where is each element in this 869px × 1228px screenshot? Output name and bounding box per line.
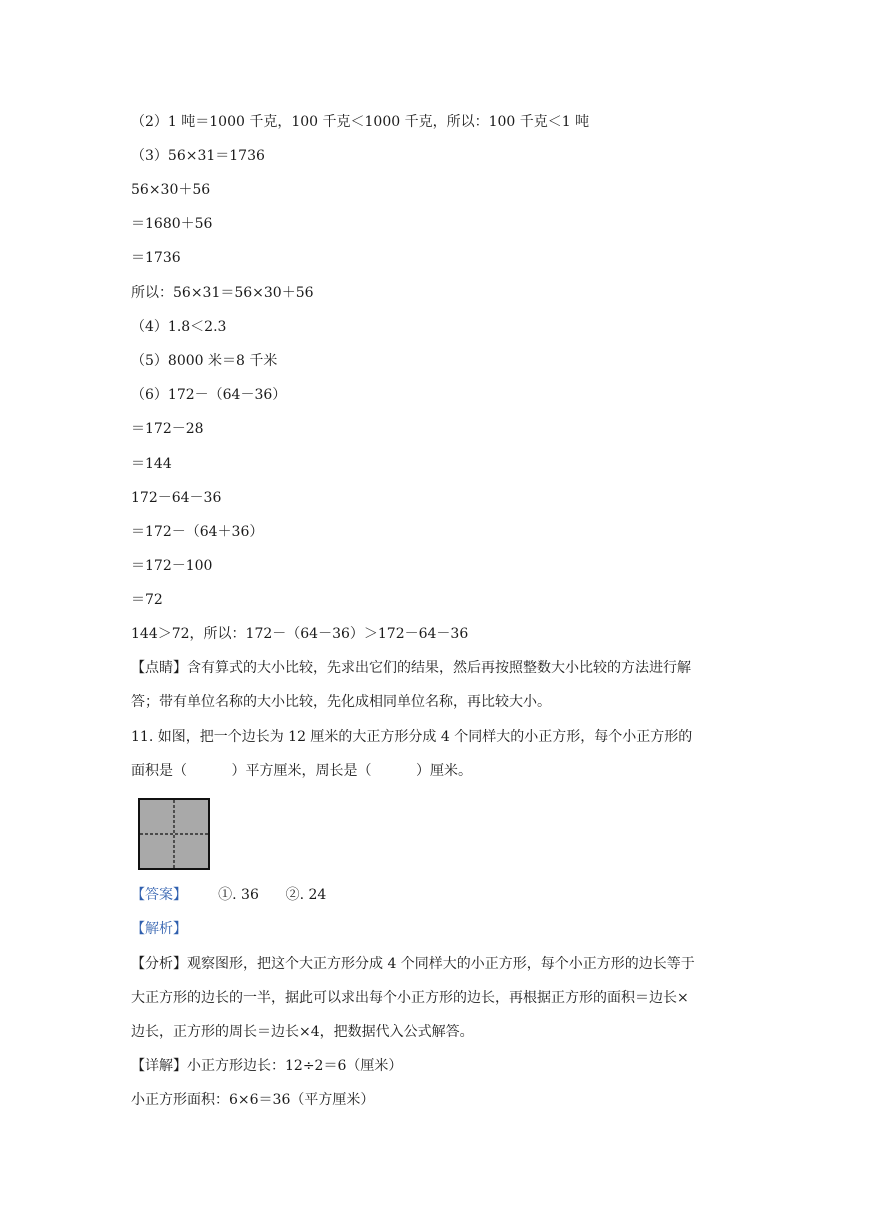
fenxi-tag: 【分析】 [131, 956, 187, 972]
solution-line: ＝172－（64＋36） [131, 524, 264, 540]
jiexi-tag: 【解析】 [131, 921, 187, 937]
solution-line: （3）56×31＝1736 [131, 148, 265, 164]
fenxi-text-cont: 大正方形的边长的一半，据此可以求出每个小正方形的边长，再根据正方形的面积＝边长× [131, 990, 689, 1006]
dianjing-text: 含有算式的大小比较，先求出它们的结果，然后再按照整数大小比较的方法进行解 [187, 660, 691, 676]
dianjing-tag: 【点睛】 [131, 660, 187, 676]
fenxi-text: 观察图形，把这个大正方形分成 4 个同样大的小正方形，每个小正方形的边长等于 [187, 956, 695, 972]
solution-line: ＝72 [131, 592, 163, 608]
fenxi-text-cont: 边长，正方形的周长＝边长×4，把数据代入公式解答。 [131, 1024, 474, 1040]
xiangjie-tag: 【详解】 [131, 1058, 187, 1074]
solution-line: 172－64－36 [131, 490, 222, 506]
solution-line: （2）1 吨＝1000 千克，100 千克＜1000 千克，所以：100 千克＜1 吨 [131, 114, 590, 130]
solution-line: （4）1.8＜2.3 [131, 319, 227, 335]
solution-line: ＝1680＋56 [131, 216, 213, 232]
question-text-cont: 面积是（ ）平方厘米，周长是（ ）厘米。 [131, 763, 473, 779]
solution-line: ＝172－100 [131, 558, 213, 574]
fenxi-paragraph [131, 954, 695, 974]
dianjing-text-cont: 答；带有单位名称的大小比较，先化成相同单位名称，再比较大小。 [131, 694, 551, 710]
xiangjie-text: 小正方形边长：12÷2＝6（厘米） [187, 1058, 403, 1074]
xiangjie-text-cont: 小正方形面积：6×6＝36（平方厘米） [131, 1092, 375, 1108]
question-text: 11. 如图，把一个边长为 12 厘米的大正方形分成 4 个同样大的小正方形，每个小正方形的 [131, 729, 693, 745]
solution-line: 56×30＋56 [131, 182, 211, 198]
answer-tag: 【答案】 [131, 887, 187, 903]
solution-line: ＝1736 [131, 250, 181, 266]
square-figure [138, 798, 210, 870]
solution-line: 所以：56×31＝56×30＋56 [131, 285, 314, 301]
solution-line: （6）172－（64－36） [131, 387, 287, 403]
dianjing-paragraph [131, 658, 691, 678]
solution-line: ＝144 [131, 456, 172, 472]
solution-line: （5）8000 米＝8 千米 [131, 353, 278, 369]
solution-line: ＝172－28 [131, 421, 204, 437]
answer-values: ①. 36 ②. 24 [218, 887, 327, 903]
dashed-divider-lines [140, 800, 208, 868]
xiangjie-paragraph [131, 1056, 402, 1076]
solution-line: 144＞72，所以：172－（64－36）＞172－64－36 [131, 626, 469, 642]
answer-row [131, 885, 326, 905]
